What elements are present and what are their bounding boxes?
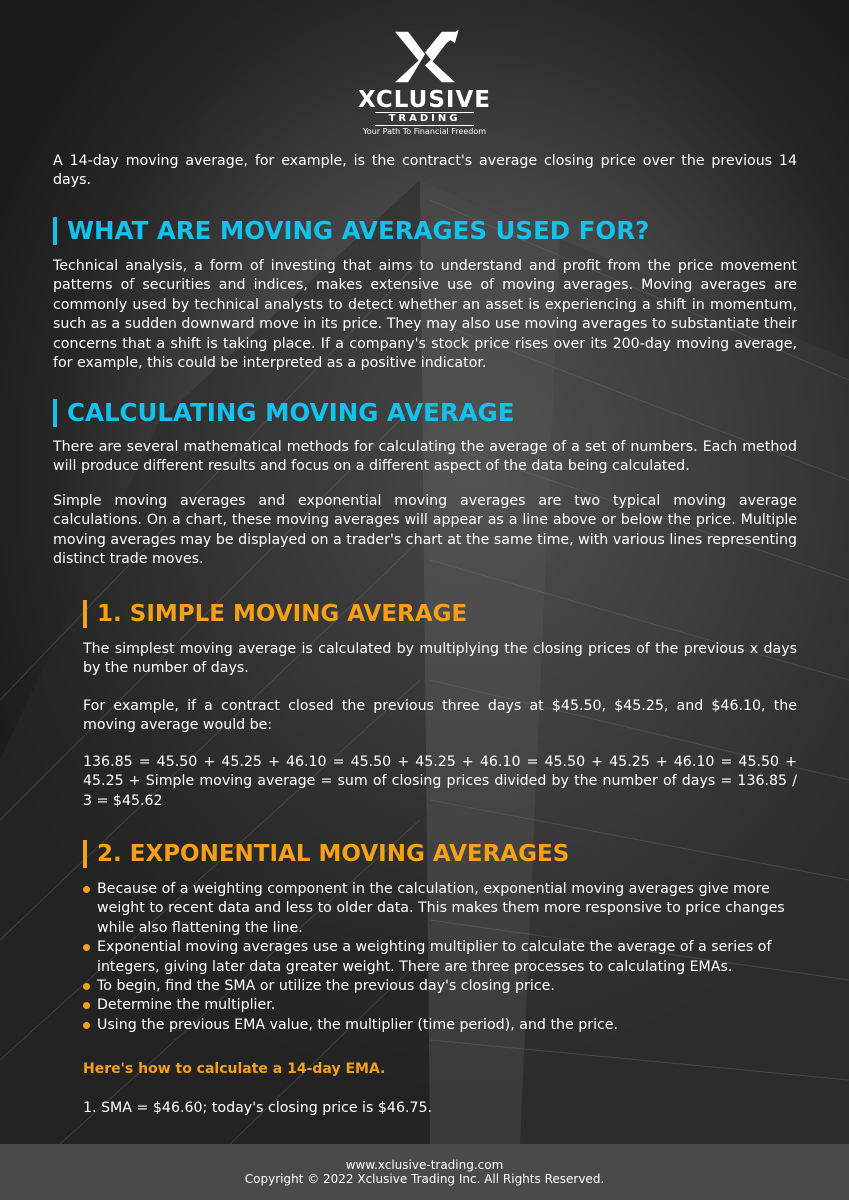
brand-logo — [0, 28, 849, 138]
sma-paragraph-1: The simplest moving average is calculated by multiplying the closing prices of the previous x days by the number of days. — [83, 641, 797, 677]
list-item: To begin, find the SMA or utilize the previous day's closing price. — [83, 977, 797, 996]
heading-accent-bar — [53, 217, 57, 245]
list-item: Exponential moving averages use a weighting multiplier to calculate the average of a series of integers, giving later data greater weight. There are three processes to calculating EMAs. — [83, 938, 797, 977]
ema-bullet-list — [83, 880, 797, 1035]
heading-calculating-text: CALCULATING MOVING AVERAGE — [67, 398, 515, 427]
brand-sub: TRADING — [375, 112, 475, 126]
intro-paragraph: A 14-day moving average, for example, is the contract's average closing price over the previous 14 days. — [53, 153, 797, 189]
brand-tagline: Your Path To Financial Freedom — [362, 127, 487, 136]
sma-paragraph-3: 136.85 = 45.50 + 45.25 + 46.10 = 45.50 + 45.25 + 46.10 = 45.50 + 45.25 + 46.10 = 45.50 + 45.25 + Simple moving average = sum of closing prices divided by the number of days = 136.85 / 3 = $45.62 — [83, 754, 797, 809]
ema-note: Here's how to calculate a 14-day EMA. — [83, 1061, 386, 1077]
calculating-paragraph-2: Simple moving averages and exponential moving averages are two typical moving average calculations. On a chart, these moving averages will appear as a line above or below the price. Multiple moving averages may be displayed on a trader's chart at the same time, with various lines representing distinct trade moves. — [53, 493, 797, 568]
heading-accent-bar — [83, 840, 87, 868]
page-footer — [0, 1144, 849, 1200]
xclusive-x-arrow-icon — [385, 28, 465, 86]
calculating-paragraph-1: There are several mathematical methods for calculating the average of a set of numbers. Each method will produce different results and focus on a different aspect of the data being calculated. — [53, 439, 797, 475]
heading-calculating — [53, 398, 515, 427]
heading-ema — [83, 840, 569, 868]
heading-sma-text: 1. SIMPLE MOVING AVERAGE — [97, 601, 468, 627]
heading-accent-bar — [83, 600, 87, 628]
footer-copyright: Copyright © 2022 Xclusive Trading Inc. All Rights Reserved. — [244, 1172, 605, 1186]
heading-sma — [83, 600, 467, 628]
brand-name: XCLUSIVE — [358, 87, 491, 113]
heading-ema-text: 2. EXPONENTIAL MOVING AVERAGES — [97, 841, 570, 867]
ema-step-1: 1. SMA = $46.60; today's closing price is $46.75. — [83, 1100, 433, 1116]
list-item: Determine the multiplier. — [83, 996, 797, 1015]
used-for-paragraph: Technical analysis, a form of investing that aims to understand and profit from the price movement patterns of securities and indices, makes extensive use of moving averages. Moving averages are commonly used by technical analysts to detect whether an asset is experiencing a shift in momentum, such as a sudden downward move in its price. They may also use moving averages to substantiate their concerns that a shift is taking place. If a company's stock price rises over its 200-day moving average, for example, this could be interpreted as a positive indicator. — [53, 258, 797, 372]
heading-used-for-text: WHAT ARE MOVING AVERAGES USED FOR? — [67, 216, 650, 245]
heading-used-for — [53, 216, 649, 245]
sma-paragraph-2: For example, if a contract closed the previous three days at $45.50, $45.25, and $46.10, the moving average would be: — [83, 698, 797, 734]
list-item: Using the previous EMA value, the multiplier (time period), and the price. — [83, 1016, 797, 1035]
list-item: Because of a weighting component in the calculation, exponential moving averages give more weight to recent data and less to older data. This makes them more responsive to price changes while also flattening the line. — [83, 880, 797, 938]
heading-accent-bar — [53, 399, 57, 427]
footer-url: www.xclusive-trading.com — [345, 1158, 504, 1172]
